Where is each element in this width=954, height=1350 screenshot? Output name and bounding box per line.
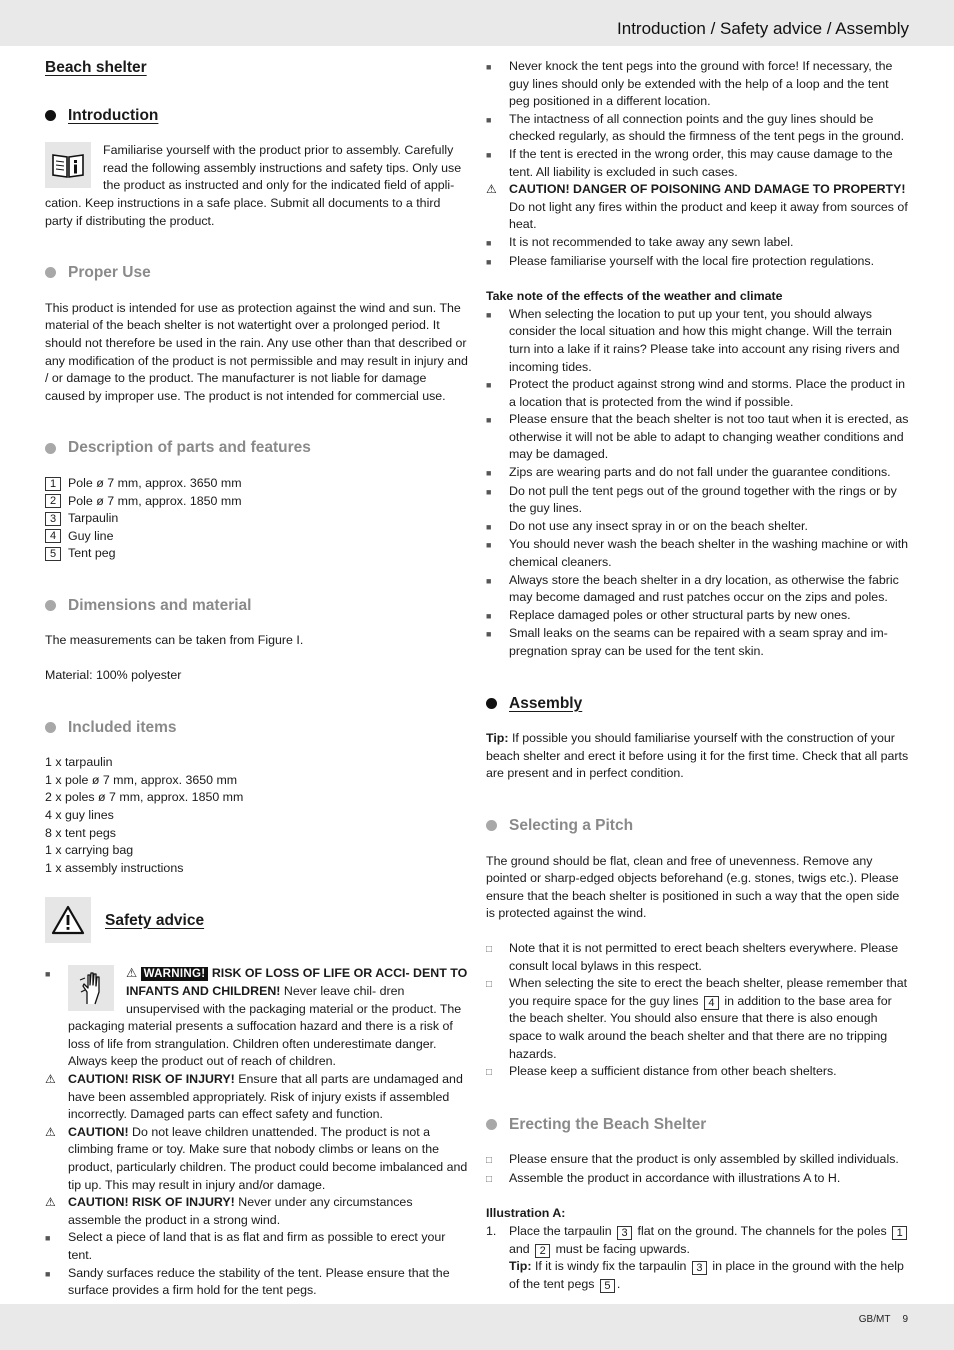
included-item: 2 x poles ø 7 mm, approx. 1850 mm [45, 790, 244, 805]
step-item: 1. Place the tarpaulin 3 flat on the ground. The channels for the poles 1 and 2 must be facing upwards. Tip: If it is windy fix the tarpaulin 3 in place in the ground with the help of the tent pegs 5 . [486, 1223, 910, 1293]
header-band [0, 0, 954, 46]
list-item: ■ Small leaks on the seams can be repaired with a seam spray and im- pregnation spray can be used for the tent skin. [486, 625, 910, 660]
introduction-heading: Introduction [45, 107, 468, 125]
square-bullet-icon: ■ [486, 309, 492, 320]
square-bullet-icon: ■ [486, 62, 492, 72]
square-bullet-icon: ■ [486, 415, 492, 426]
erecting-heading: Erecting the Beach Shelter [486, 1116, 910, 1134]
list-item: ■ The intactness of all connection points and the guy lines should be checked regularly, as should the firmness of the tent pegs in the ground. [486, 111, 910, 146]
list-item: ■ Please ensure that the beach shelter is not too taut when it is erected, as otherwise it will not be able to adapt to changing weather conditions and may be damaged. [486, 411, 910, 464]
right-column [486, 58, 910, 1293]
square-bullet-icon: ■ [486, 237, 492, 248]
safety-advice-heading: Safety advice [45, 897, 468, 943]
square-bullet-icon: ■ [486, 610, 492, 621]
child-hazard-hand-icon [68, 965, 114, 1011]
warning-triangle-icon: ⚠ [126, 966, 138, 981]
square-bullet-icon: ■ [45, 969, 51, 980]
checkbox-square-icon: □ [486, 943, 493, 955]
parts-heading: Description of parts and features [45, 439, 468, 457]
footer-locale: GB/MT [858, 1314, 891, 1325]
dimensions-text: The measurements can be taken from Figure I. [45, 633, 304, 648]
bullet-dot-icon [45, 443, 56, 454]
included-item: 4 x guy lines [45, 808, 114, 823]
square-bullet-icon: ■ [486, 468, 492, 479]
parts-list-item: 1 Pole ø 7 mm, approx. 3650 mm [45, 475, 468, 493]
warning-label: WARNING! [141, 967, 209, 981]
list-item: ■ Protect the product against strong wind and storms. Place the product in a location that is protected from the wind if possible. [486, 376, 910, 411]
checkbox-square-icon: □ [486, 1067, 493, 1079]
square-bullet-icon: ■ [486, 629, 492, 640]
included-item: 1 x assembly instructions [45, 860, 184, 875]
included-items-list [45, 754, 468, 877]
bullet-dot-icon [486, 698, 497, 709]
footer-band [0, 1304, 954, 1350]
checkbox-square-icon: □ [486, 1173, 493, 1185]
list-item: ■ Always store the beach shelter in a dry location, as otherwise the fabric may become damaged and rust patches occur on the zips and poles. [486, 572, 910, 607]
parts-list-item: 3 Tarpaulin [45, 510, 468, 528]
introduction-section [45, 142, 468, 230]
warning-triangle-icon: ⚠ [486, 182, 497, 197]
square-bullet-icon: ■ [486, 256, 492, 267]
read-instructions-book-icon [45, 142, 91, 188]
introduction-text: Familiarise yourself with the product prior to assembly. Carefully read the following assembly instructions and safety tips. Only use the product as instructed and only for the indicated field of appli- cation. Keep instructions in a safe place. Submit all documents to a third party if distributing the product. [45, 143, 462, 228]
list-item: ■ Never knock the tent pegs into the ground with force! If necessary, the guy lines should only be extended with the help of a loop and the tent peg positioned in a different location. [486, 58, 910, 111]
list-item: ■ If the tent is erected in the wrong order, this may cause damage to the tent. All liability is excluded in such cases. [486, 146, 910, 181]
warning-triangle-icon: ⚠ [45, 1124, 56, 1139]
list-item: ■ You should never wash the beach shelter in the washing machine or with chemical cleaners. [486, 536, 910, 571]
list-item: ■ It is not recommended to take away any sewn label. [486, 234, 910, 253]
list-item: ■ Select a piece of land that is as flat and firm as possible to erect your tent. [45, 1229, 468, 1264]
proper-use-heading: Proper Use [45, 264, 468, 282]
dimensions-heading: Dimensions and material [45, 597, 468, 615]
included-item: 1 x carrying bag [45, 843, 134, 858]
square-bullet-icon: ■ [45, 1268, 51, 1279]
page-header-title: Introduction / Safety advice / Assembly [617, 19, 909, 38]
list-item: □ When selecting the site to erect the beach shelter, please remember that you require space for the guy lines 4 in addition to the base area for the beach shelter. You should also ensure that there is also enough space to walk around the beach shelter and that there are no tripping hazards. [486, 975, 910, 1063]
included-items-heading: Included items [45, 719, 468, 737]
document-title: Beach shelter [45, 59, 147, 76]
square-bullet-icon: ■ [486, 114, 492, 125]
square-bullet-icon: ■ [486, 380, 492, 391]
bullet-dot-icon [45, 722, 56, 733]
square-bullet-icon: ■ [45, 1233, 51, 1244]
caution-item: ⚠ CAUTION! RISK OF INJURY! Never under any circumstances assemble the product in a strong wind. [45, 1194, 468, 1229]
warning-children-item: ■ ⚠ WARNING! RISK OF LOSS OF LIFE OR ACCI- DENT TO INFANTS AND CHILDREN! Never leave chil- dren unsupervised with the packaging material or the product. The packaging material presents a suffocation hazard and there is a risk of loss of life from strangulation. Children often underestimate danger. Always keep the product out of reach of children. [45, 965, 468, 1071]
list-item: □ Note that it is not permitted to erect beach shelters everywhere. Please consult local bylaws in this respect. [486, 940, 910, 975]
caution-item: ⚠ CAUTION! Do not leave children unattended. The product is not a climbing frame or toy. Make sure that nobody climbs or leans on the product, particularly children. The product could become imbalanced and tip up. This may result in injury and/or damage. [45, 1124, 468, 1194]
square-bullet-icon: ■ [486, 521, 492, 532]
parts-list-item: 2 Pole ø 7 mm, approx. 1850 mm [45, 493, 468, 511]
list-item: ■ Do not use any insect spray in or on the beach shelter. [486, 518, 910, 537]
square-bullet-icon: ■ [486, 486, 492, 497]
warning-triangle-icon: ⚠ [45, 1071, 56, 1086]
page-number: 9 [902, 1314, 908, 1325]
list-item: ■ Sandy surfaces reduce the stability of the tent. Please ensure that the surface provides a firm hold for the tent pegs. [45, 1265, 468, 1300]
material-text: Material: 100% polyester [45, 668, 182, 683]
list-item: ■ Zips are wearing parts and do not fall under the guarantee conditions. [486, 464, 910, 483]
included-item: 1 x pole ø 7 mm, approx. 3650 mm [45, 772, 238, 787]
bullet-dot-icon [486, 1119, 497, 1130]
list-item: ■ Do not pull the tent pegs out of the ground together with the rings or by the guy lines. [486, 483, 910, 518]
checkbox-square-icon: □ [486, 1155, 493, 1167]
square-bullet-icon: ■ [486, 575, 492, 586]
parts-list [45, 475, 468, 563]
weather-heading: Take note of the effects of the weather and climate [486, 289, 783, 304]
included-item: 1 x tarpaulin [45, 755, 113, 770]
list-item: ■ When selecting the location to put up your tent, you should always consider the local situation and how this might change. Will the terrain turn into a lake if it rains? Please take into account any rising rivers and incoming tides. [486, 306, 910, 376]
pitch-text: The ground should be flat, clean and free of unevenness. Remove any pointed or sharp-edged objects beforehand (e.g. stones, twigs etc.). Please ensure that the beach shelter is positioned in such a way that the open side is protected against the wind. [486, 853, 900, 921]
square-bullet-icon: ■ [486, 540, 492, 551]
parts-list-item: 5 Tent peg [45, 545, 468, 563]
bullet-dot-icon [45, 267, 56, 278]
warning-triangle-icon: ⚠ [45, 1195, 56, 1210]
list-item: ■ Please familiarise yourself with the local fire protection regulations. [486, 253, 910, 272]
square-bullet-icon: ■ [486, 149, 492, 160]
bullet-dot-icon [486, 820, 497, 831]
page-footer [859, 1314, 908, 1325]
list-item: □ Please ensure that the product is only assembled by skilled individuals. [486, 1151, 910, 1170]
assembly-heading: Assembly [486, 695, 910, 713]
illustration-a-heading: Illustration A: [486, 1206, 566, 1221]
warning-triangle-icon [45, 897, 91, 943]
caution-item: ⚠ CAUTION! RISK OF INJURY! Ensure that all parts are undamaged and have been assembled appropriately. Risk of injury exists if assembled incorrectly. Damaged parts can effect safety and function. [45, 1071, 468, 1124]
list-item: ■ Replace damaged poles or other structural parts by new ones. [486, 607, 910, 626]
checkbox-square-icon: □ [486, 979, 493, 991]
proper-use-text: This product is intended for use as protection against the wind and sun. The material of the beach shelter is not watertight over a prolonged period. It should not therefore be used in the rain. Any use other than that described or any modification of the product is not permissible and may result in injury and / or damage to the product. The manufacturer is not liable for damage caused by improper use. The product is not intended for commercial use. [45, 300, 468, 403]
list-item: □ Assemble the product in accordance with illustrations A to H. [486, 1170, 910, 1189]
caution-item: ⚠ CAUTION! DANGER OF POISONING AND DAMAGE TO PROPERTY! Do not light any fires within the product and keep it away from sources of heat. [486, 181, 910, 234]
parts-list-item: 4 Guy line [45, 528, 468, 546]
selecting-pitch-heading: Selecting a Pitch [486, 817, 910, 835]
bullet-dot-icon [45, 110, 56, 121]
included-item: 8 x tent pegs [45, 825, 116, 840]
left-column [45, 58, 468, 1300]
list-item: □ Please keep a sufficient distance from other beach shelters. [486, 1063, 910, 1082]
bullet-dot-icon [45, 600, 56, 611]
assembly-tip: Tip: If possible you should familiarise yourself with the construction of your beach shelter and erect it before using it for the first time. Check that all parts are present and in perfect condition. [486, 731, 909, 781]
